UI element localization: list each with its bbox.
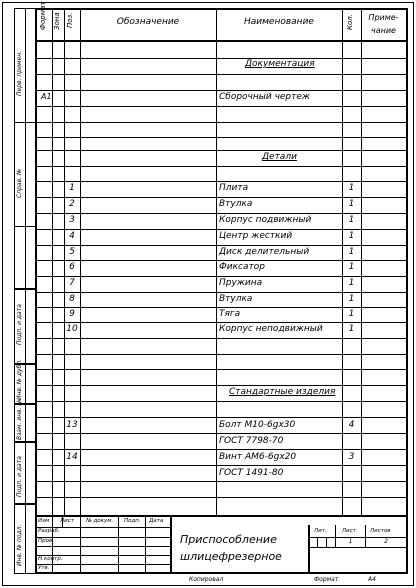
tb-lit: Лит. — [314, 528, 327, 534]
detail-pos: 7 — [69, 278, 75, 288]
footer-format-value: А4 — [368, 576, 376, 583]
tb-list-value: 1 — [348, 538, 353, 545]
tb-title-line2: шлицефрезерное — [180, 550, 282, 563]
col-name-header: Наименование — [244, 17, 314, 27]
detail-qty: 1 — [348, 215, 355, 225]
standard-pos: 13 — [66, 420, 78, 430]
detail-name: Плита — [219, 183, 249, 193]
frame — [35, 8, 407, 10]
tb-razrab: Разраб. — [38, 528, 60, 534]
tb-prov: Пров. — [38, 538, 54, 544]
margin-perv-primen: Перв. примен. — [16, 50, 23, 96]
detail-qty: 1 — [348, 262, 355, 272]
standard-gost: ГОСТ 7798-70 — [219, 436, 284, 446]
tb-data: Дата — [149, 518, 164, 524]
tb-listov-value: 2 — [384, 538, 388, 545]
detail-qty: 1 — [348, 278, 355, 288]
detail-pos: 8 — [69, 294, 75, 304]
tb-podp: Подп. — [124, 518, 141, 524]
col-qty-header: Кол. — [346, 14, 354, 30]
detail-pos: 6 — [69, 262, 75, 272]
col-designation-header: Обозначение — [116, 17, 180, 27]
detail-name: Втулка — [219, 199, 253, 209]
standard-pos: 14 — [66, 452, 78, 462]
detail-name: Тяга — [219, 309, 241, 319]
detail-pos: 4 — [69, 231, 75, 241]
margin-inv-podl: Инв. № подл. — [16, 524, 23, 566]
margin-inv-dubl: Инв. № дубл. — [16, 358, 23, 400]
standard-gost: ГОСТ 1491-80 — [219, 468, 284, 478]
tb-title-line1: Приспособление — [180, 533, 277, 546]
col-format-header: Формат — [39, 1, 47, 30]
detail-qty: 1 — [348, 324, 355, 334]
standard-name: Болт М10-6gх30 — [219, 420, 296, 430]
standard-qty: 4 — [348, 420, 355, 430]
section-standard: Стандартные изделия — [229, 387, 336, 397]
tb-list-label: Лист — [342, 528, 356, 534]
detail-qty: 1 — [348, 247, 355, 257]
detail-qty: 1 — [348, 309, 355, 319]
detail-qty: 1 — [348, 183, 355, 193]
detail-name: Корпус неподвижный — [219, 324, 323, 334]
section-documentation: Документация — [245, 59, 315, 69]
col-note-header-1: Приме- — [368, 13, 399, 22]
section-details: Детали — [262, 152, 297, 162]
col-note-header-2: чание — [371, 26, 396, 35]
footer-kopiroval: Копировал — [189, 576, 224, 583]
standard-name: Винт АМ6-6gх20 — [219, 452, 297, 462]
tb-listov-label: Листов — [370, 528, 391, 534]
detail-name: Втулка — [219, 294, 253, 304]
tb-n-kontr: Н.контр. — [38, 556, 63, 562]
detail-pos: 9 — [69, 309, 75, 319]
margin-vzam-inv: Взам. инв. № — [16, 399, 23, 440]
standard-qty: 3 — [348, 452, 355, 462]
col-pos-header: Поз. — [66, 12, 74, 28]
detail-name: Диск делительный — [219, 247, 310, 257]
detail-name: Центр жесткий — [219, 231, 293, 241]
tb-utv: Утв. — [38, 565, 50, 571]
detail-pos: 2 — [69, 199, 75, 209]
detail-qty: 1 — [348, 294, 355, 304]
detail-pos: 10 — [66, 324, 78, 334]
margin-sprav-no: Справ. № — [16, 168, 23, 198]
detail-pos: 1 — [69, 183, 75, 193]
detail-pos: 3 — [69, 215, 75, 225]
detail-name: Фиксатор — [219, 262, 265, 272]
detail-name: Пружина — [219, 278, 263, 288]
detail-pos: 5 — [69, 247, 75, 257]
detail-qty: 1 — [348, 199, 355, 209]
detail-qty: 1 — [348, 231, 355, 241]
margin-podp-data-1: Подп. и дата — [16, 304, 23, 345]
detail-name: Корпус подвижный — [219, 215, 312, 225]
tb-izm: Изм — [38, 518, 50, 524]
tb-list: Лист — [60, 518, 74, 524]
footer-format: Формат — [314, 576, 339, 583]
doc-row-format: А1 — [41, 92, 52, 101]
tb-n-dokum: № докум. — [86, 518, 114, 524]
margin-podp-data-2: Подп. и дата — [16, 456, 23, 497]
col-zone-header: Зона — [53, 12, 61, 30]
doc-row-name: Сборочный чертеж — [219, 92, 311, 102]
